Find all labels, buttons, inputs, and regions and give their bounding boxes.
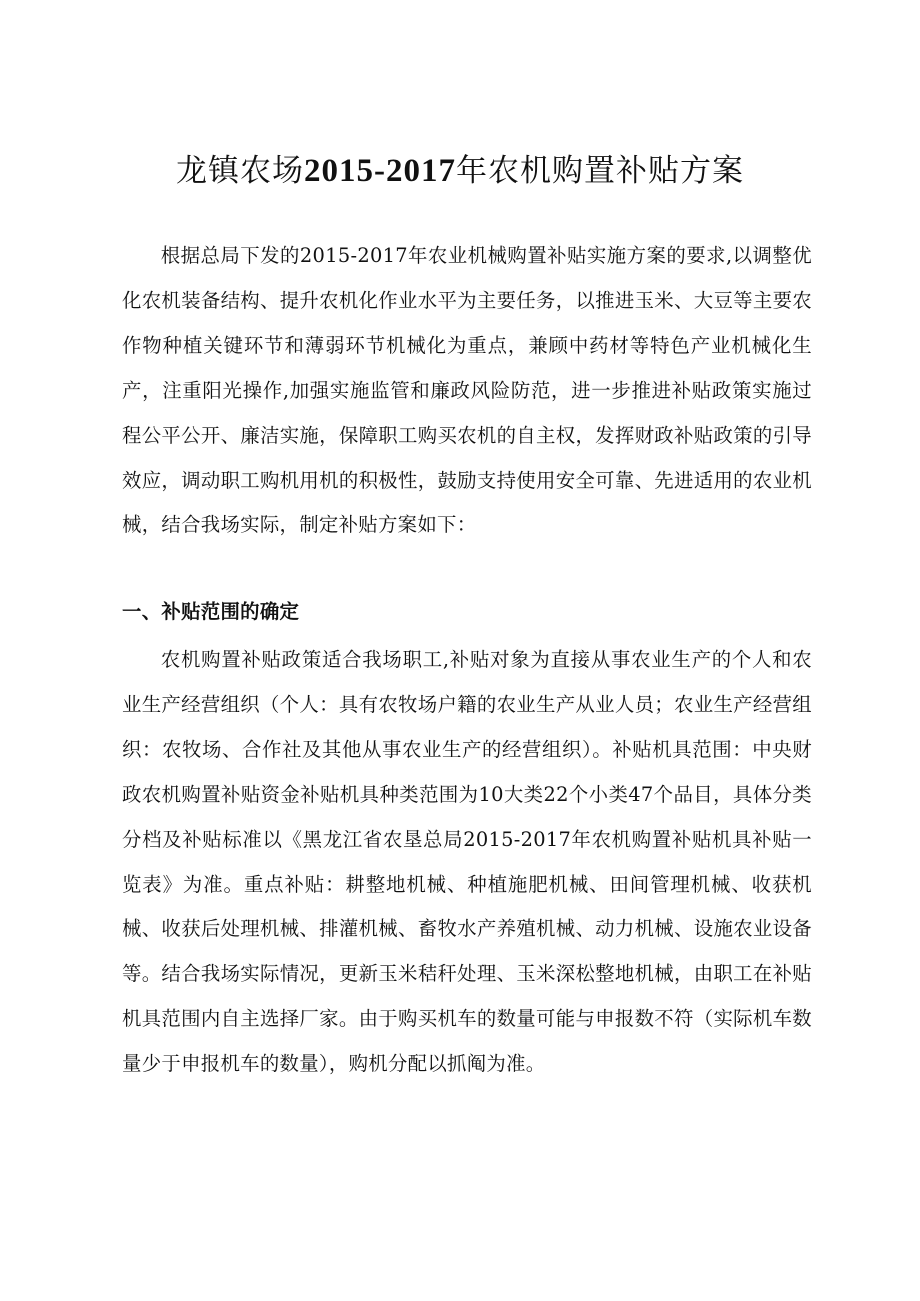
section-1-paragraph: 农机购置补贴政策适合我场职工,补贴对象为直接从事农业生产的个人和农业生产经营组织（个人：具有农牧场户籍的农业生产从业人员；农业生产经营组织：农牧场、合作社及其他从事农业生产的经营组织）。补贴机具范围：中央财政农机购置补贴资金补贴机具种类范围为10大类22个小类47个品目，具体分类分档及补贴标准以《黑龙江省农垦总局2015-2017年农机购置补贴机具补贴一览表》为准。重点补贴：耕整地机械、种植施肥机械、田间管理机械、收获机械、收获后处理机械、排灌机械、畜牧水产养殖机械、动力机械、设施农业设备等。结合我场实际情况，更新玉米秸秆处理、玉米深松整地机械，由职工在补贴机具范围内自主选择厂家。由于购买机车的数量可能与申报数不符（实际机车数量少于申报机车的数量），购机分配以抓阄为准。 [122, 648, 812, 1076]
section-1-heading: 一、补贴范围的确定 [122, 600, 300, 623]
intro-paragraph: 根据总局下发的2015-2017年农业机械购置补贴实施方案的要求,以调整优化农机装备结构、提升农机化作业水平为主要任务，以推进玉米、大豆等主要农作物种植关键环节和薄弱环节机械化为重点，兼顾中药材等特色产业机械化生产，注重阳光操作,加强实施监管和廉政风险防范，进一步推进补贴政策实施过程公平公开、廉洁实施，保障职工购买农机的自主权，发挥财政补贴政策的引导效应，调动职工购机用机的积极性，鼓励支持使用安全可靠、先进适用的农业机械，结合我场实际，制定补贴方案如下： [122, 244, 812, 537]
title-suffix: 年农机购置补贴方案 [456, 153, 744, 189]
document-title [0, 145, 920, 197]
title-years: 2015-2017 [304, 153, 456, 189]
title-prefix: 龙镇农场 [176, 153, 304, 189]
